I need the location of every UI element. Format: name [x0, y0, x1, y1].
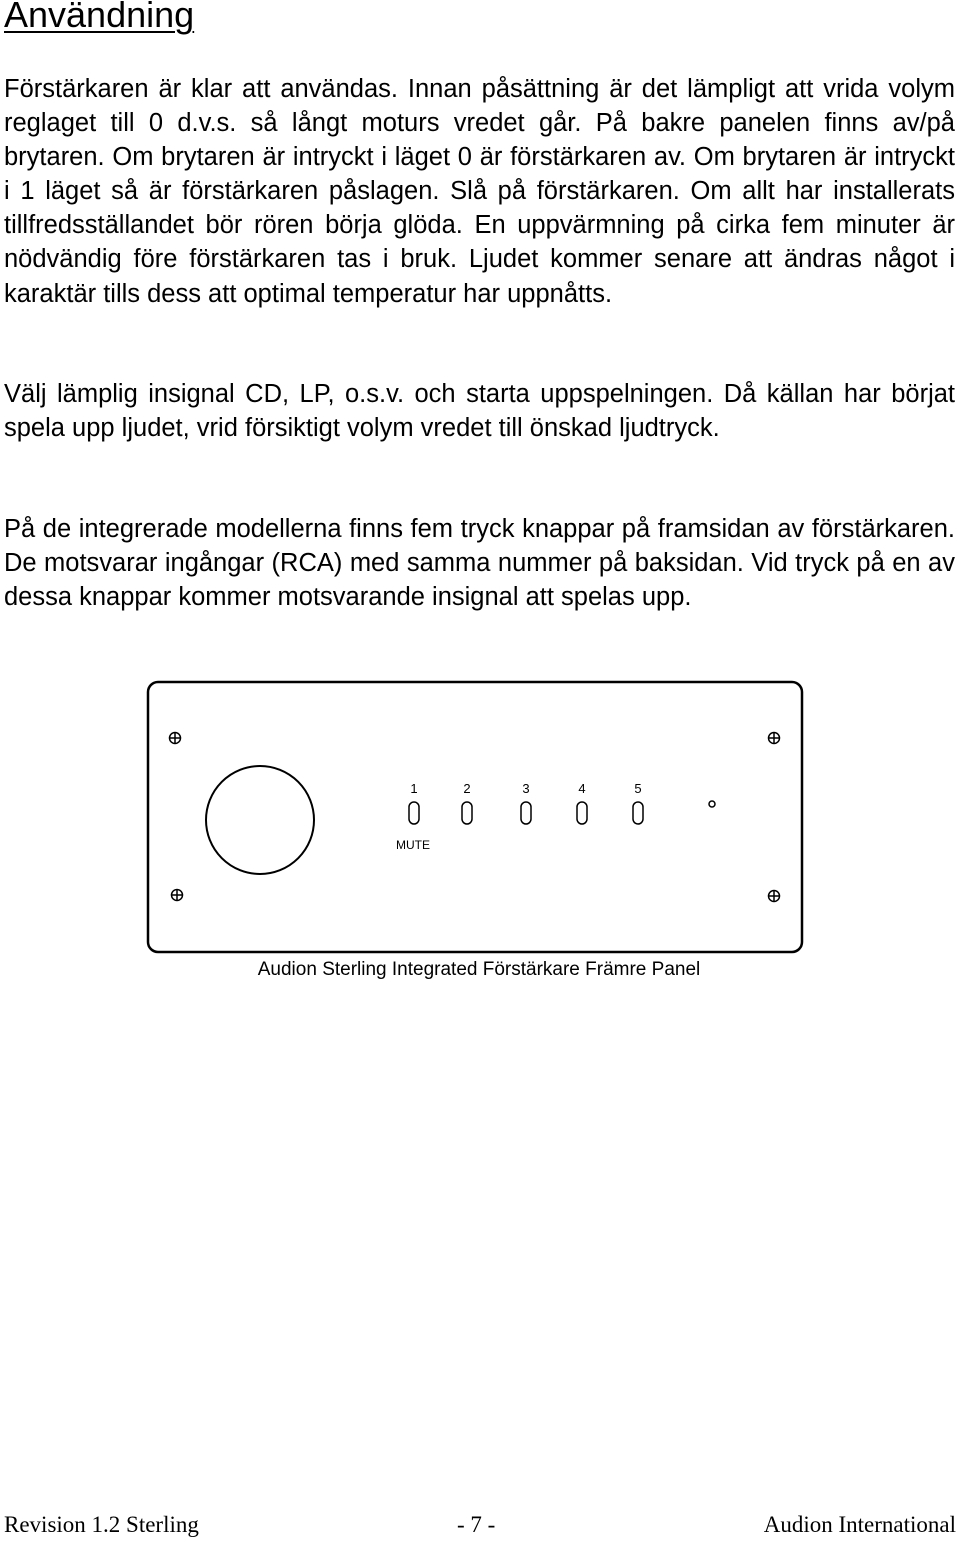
screw-icon-top-left: [169, 732, 181, 744]
screw-icon-top-right: [768, 732, 780, 744]
screw-icon-bottom-right: [768, 890, 780, 902]
footer-page-number: - 7 -: [457, 1512, 496, 1537]
paragraph-input-signal: Välj lämplig insignal CD, LP, o.s.v. och starta uppspelningen. Då källan har börjat spela upp ljudet, vrid försiktigt volym vredet till önskad ljudtryck.: [4, 380, 955, 443]
input-number-1: 1: [410, 781, 418, 796]
input-number-2: 2: [463, 781, 471, 796]
front-panel-figure: [144, 676, 806, 1006]
footer-company: Audion International: [763, 1512, 956, 1537]
input-number-5: 5: [634, 781, 642, 796]
front-panel-outline: [148, 682, 802, 952]
input-number-4: 4: [578, 781, 586, 796]
mute-label: MUTE: [396, 838, 430, 852]
footer-revision: Revision 1.2 Sterling: [4, 1512, 199, 1537]
figure-caption: Audion Sterling Integrated Förstärkare Främre Panel: [257, 959, 701, 980]
input-number-3: 3: [522, 781, 530, 796]
screw-icon-bottom-left: [171, 889, 183, 901]
paragraph-push-buttons: På de integrerade modellerna finns fem tryck knappar på framsidan av förstärkaren. De motsvarar ingångar (RCA) med samma nummer på baksidan. Vid tryck på en av dessa knappar kommer motsvarande insignal att spelas upp.: [4, 515, 955, 612]
page-heading: Användning: [4, 0, 195, 35]
paragraph-usage: Förstärkaren är klar att användas. Innan påsättning är det lämpligt att vrida volym reglaget till 0 d.v.s. så långt moturs vredet går. På bakre panelen finns av/på brytaren. Om brytaren är intryckt i läget 0 är förstärkaren av. Om brytaren är intryckt i 1 läget så är förstärkaren påslagen. Slå på förstärkaren. Om allt har installerats tillfredsställandet bör rören börja glöda. En uppvärmning på cirka fem minuter är nödvändig före förstärkaren tas i bruk. Ljudet kommer senare att ändras något i karaktär tills dess att optimal temperatur har uppnåtts.: [4, 75, 955, 308]
